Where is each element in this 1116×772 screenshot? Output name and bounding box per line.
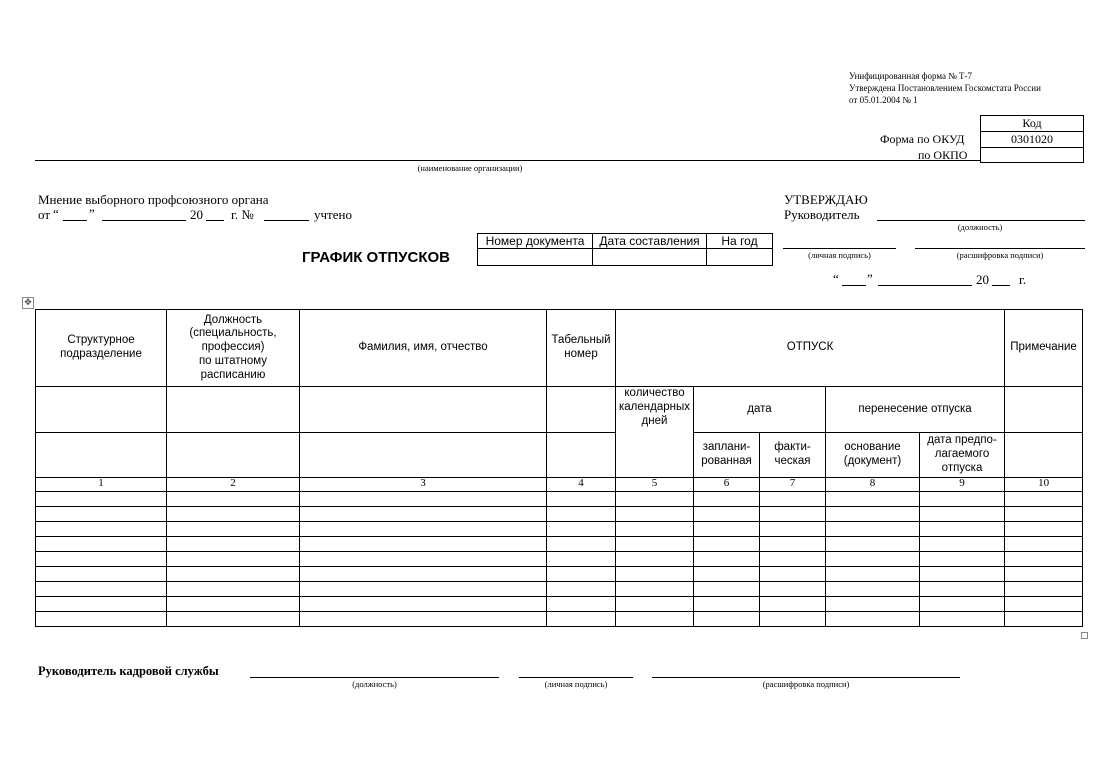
table-cell[interactable]	[760, 507, 826, 522]
header-empty-cell	[167, 433, 300, 478]
hr-position-field[interactable]	[250, 677, 499, 678]
header-empty-cell	[1005, 433, 1083, 478]
column-number: 2	[167, 478, 300, 492]
table-cell[interactable]	[920, 522, 1005, 537]
form-date-line: от 05.01.2004 № 1	[849, 95, 918, 105]
table-cell[interactable]	[36, 552, 167, 567]
header-days	[616, 387, 694, 478]
header-basis	[826, 433, 920, 478]
table-cell[interactable]	[1005, 507, 1083, 522]
table-cell[interactable]	[694, 582, 760, 597]
header-position-line: профессия)	[201, 341, 265, 354]
approve-title: УТВЕРЖДАЮ	[784, 192, 868, 207]
table-cell[interactable]	[920, 612, 1005, 627]
union-number-label: г. №	[231, 207, 254, 222]
table-cell[interactable]	[616, 612, 694, 627]
table-resize-handle[interactable]	[1081, 632, 1088, 639]
column-number: 1	[36, 478, 167, 492]
table-cell[interactable]	[167, 522, 300, 537]
vacation-schedule-table	[35, 309, 1083, 627]
organization-line[interactable]	[35, 160, 980, 161]
header-empty-cell	[300, 433, 547, 478]
union-noted-label: учтено	[314, 207, 352, 222]
column-number-row	[36, 478, 1083, 492]
table-cell[interactable]	[694, 522, 760, 537]
table-cell[interactable]	[760, 537, 826, 552]
table-cell[interactable]	[167, 582, 300, 597]
table-cell[interactable]	[547, 597, 616, 612]
table-cell[interactable]	[36, 492, 167, 507]
union-year-label: 20	[190, 207, 203, 222]
header-empty-cell	[36, 387, 167, 433]
table-cell[interactable]	[547, 507, 616, 522]
table-cell[interactable]	[826, 522, 920, 537]
table-cell[interactable]	[1005, 567, 1083, 582]
column-number: 3	[300, 478, 547, 492]
column-number: 5	[616, 478, 694, 492]
approve-head-label: Руководитель	[784, 207, 860, 222]
header-days-line: количество	[624, 387, 685, 399]
header-position-line: по штатному	[198, 354, 268, 367]
table-cell[interactable]	[826, 597, 920, 612]
table-cell[interactable]	[826, 567, 920, 582]
hr-decode-caption: (расшифровка подписи)	[762, 679, 850, 689]
table-cell[interactable]	[36, 582, 167, 597]
approve-day-field[interactable]	[842, 285, 866, 286]
header-expected-line: отпуска	[941, 461, 983, 474]
table-cell[interactable]	[547, 612, 616, 627]
document-title: ГРАФИК ОТПУСКОВ	[302, 249, 450, 266]
union-from-label: от	[38, 207, 51, 222]
doc-number-header: Номер документа	[478, 234, 593, 249]
table-cell[interactable]	[760, 582, 826, 597]
header-basis-line: основание	[844, 441, 901, 454]
table-cell[interactable]	[300, 492, 547, 507]
table-cell[interactable]	[920, 552, 1005, 567]
table-cell[interactable]	[1005, 612, 1083, 627]
union-month-field[interactable]	[102, 220, 186, 221]
header-position-line: Должность	[203, 313, 263, 326]
approve-signature-caption: (личная подпись)	[808, 250, 871, 260]
header-actual-line: факти-	[774, 441, 811, 454]
table-cell[interactable]	[694, 492, 760, 507]
table-cell[interactable]	[1005, 582, 1083, 597]
table-cell[interactable]	[547, 567, 616, 582]
hr-decode-field[interactable]	[652, 677, 960, 678]
table-cell[interactable]	[616, 492, 694, 507]
table-cell[interactable]	[826, 552, 920, 567]
approve-position-field[interactable]	[877, 220, 1085, 221]
approve-month-field[interactable]	[878, 285, 972, 286]
table-cell[interactable]	[616, 537, 694, 552]
table-cell[interactable]	[300, 612, 547, 627]
column-number: 7	[760, 478, 826, 492]
header-empty-cell	[547, 387, 616, 433]
doc-date-header: Дата составления	[593, 234, 707, 249]
header-empty-cell	[167, 387, 300, 433]
header-vacation: ОТПУСК	[616, 310, 1005, 387]
doc-date-value[interactable]	[593, 249, 707, 266]
header-tab-line: номер	[564, 348, 598, 360]
table-cell[interactable]	[36, 597, 167, 612]
table-cell[interactable]	[826, 582, 920, 597]
column-number: 9	[920, 478, 1005, 492]
document-info-box	[477, 233, 773, 266]
header-transfer: перенесение отпуска	[826, 387, 1005, 433]
table-cell[interactable]	[694, 537, 760, 552]
approve-decode-caption: (расшифровка подписи)	[956, 250, 1044, 260]
doc-number-value[interactable]	[478, 249, 593, 266]
table-cell[interactable]	[920, 567, 1005, 582]
table-cell[interactable]	[300, 522, 547, 537]
table-cell[interactable]	[760, 597, 826, 612]
header-date: дата	[694, 387, 826, 433]
table-cell[interactable]	[167, 612, 300, 627]
code-header: Код	[981, 116, 1084, 132]
table-row	[36, 507, 1083, 522]
table-row	[36, 552, 1083, 567]
table-cell[interactable]	[760, 612, 826, 627]
table-cell[interactable]	[300, 552, 547, 567]
header-expected-line: лагаемого	[934, 448, 990, 461]
table-cell[interactable]	[760, 567, 826, 582]
table-cell[interactable]	[694, 612, 760, 627]
table-cell[interactable]	[547, 552, 616, 567]
column-number: 4	[547, 478, 616, 492]
header-expected	[920, 433, 1005, 478]
header-position-line: расписанию	[200, 368, 266, 381]
header-actual	[760, 433, 826, 478]
approve-quote-close: ”	[867, 271, 873, 286]
table-cell[interactable]	[760, 492, 826, 507]
okud-value[interactable]: 0301020	[981, 132, 1084, 148]
hr-head-label: Руководитель кадровой службы	[38, 664, 219, 678]
table-cell[interactable]	[1005, 522, 1083, 537]
header-position-line: (специальность,	[189, 327, 277, 340]
table-cell[interactable]	[616, 567, 694, 582]
table-cell[interactable]	[547, 522, 616, 537]
code-box	[980, 115, 1084, 163]
union-quote-close: ”	[89, 206, 95, 221]
okpo-label: по ОКПО	[918, 148, 968, 162]
table-cell[interactable]	[300, 597, 547, 612]
table-cell[interactable]	[167, 567, 300, 582]
table-cell[interactable]	[36, 507, 167, 522]
hr-signature-caption: (личная подпись)	[544, 679, 608, 689]
table-cell[interactable]	[167, 537, 300, 552]
table-cell[interactable]	[1005, 597, 1083, 612]
table-cell[interactable]	[1005, 537, 1083, 552]
header-actual-line: ческая	[774, 455, 811, 467]
table-cell[interactable]	[920, 507, 1005, 522]
table-cell[interactable]	[300, 567, 547, 582]
header-empty-cell	[1005, 387, 1083, 433]
approve-year-label: 20	[976, 272, 989, 287]
table-cell[interactable]	[920, 597, 1005, 612]
table-cell[interactable]	[167, 597, 300, 612]
table-cell[interactable]	[694, 507, 760, 522]
table-row	[36, 612, 1083, 627]
table-cell[interactable]	[167, 552, 300, 567]
table-row	[36, 567, 1083, 582]
header-days-line: календарных	[618, 400, 690, 413]
header-empty-cell	[36, 433, 167, 478]
header-tab-line: Табельный	[551, 334, 611, 347]
table-cell[interactable]	[547, 582, 616, 597]
okud-label: Форма по ОКУД	[880, 132, 965, 146]
header-struct-unit: Структурное подразделение	[36, 310, 167, 387]
header-note: Примечание	[1005, 310, 1083, 387]
form-name-line: Унифицированная форма № Т-7	[849, 71, 973, 81]
column-number: 6	[694, 478, 760, 492]
table-cell[interactable]	[920, 537, 1005, 552]
organization-caption: (наименование организации)	[417, 163, 523, 173]
column-number: 8	[826, 478, 920, 492]
doc-year-value[interactable]	[707, 249, 773, 266]
header-planned	[694, 433, 760, 478]
table-cell[interactable]	[616, 522, 694, 537]
approve-year-field[interactable]	[992, 285, 1010, 286]
header-empty-cell	[547, 433, 616, 478]
union-quote-open: “	[53, 206, 59, 221]
header-position	[167, 310, 300, 387]
table-row	[36, 537, 1083, 552]
table-cell[interactable]	[694, 567, 760, 582]
approve-decode-field[interactable]	[915, 248, 1085, 249]
form-approval-line: Утверждена Постановлением Госкомстата России	[849, 83, 1041, 93]
table-cell[interactable]	[616, 552, 694, 567]
table-row	[36, 582, 1083, 597]
table-cell[interactable]	[547, 492, 616, 507]
table-cell[interactable]	[1005, 492, 1083, 507]
table-cell[interactable]	[36, 537, 167, 552]
table-cell[interactable]	[547, 537, 616, 552]
table-cell[interactable]	[300, 582, 547, 597]
doc-year-header: На год	[707, 234, 773, 249]
approve-quote-open: “	[833, 271, 839, 286]
hr-signature-field[interactable]	[519, 677, 633, 678]
table-cell[interactable]	[920, 492, 1005, 507]
approve-position-caption: (должность)	[957, 222, 1003, 232]
header-planned-line: рованная	[701, 455, 752, 467]
table-cell[interactable]	[36, 522, 167, 537]
header-fio: Фамилия, имя, отчество	[300, 310, 547, 387]
approve-g-label: г.	[1019, 272, 1027, 287]
header-days-line: дней	[641, 414, 668, 427]
approve-signature-field[interactable]	[783, 248, 896, 249]
table-cell[interactable]	[1005, 552, 1083, 567]
table-cell[interactable]	[616, 597, 694, 612]
okpo-value[interactable]	[981, 148, 1084, 163]
table-cell[interactable]	[616, 582, 694, 597]
table-cell[interactable]	[760, 552, 826, 567]
table-cell[interactable]	[694, 552, 760, 567]
table-move-handle-icon[interactable]: ✥	[22, 297, 34, 309]
hr-position-caption: (должность)	[352, 679, 397, 689]
table-cell[interactable]	[167, 492, 300, 507]
union-number-field[interactable]	[264, 220, 309, 221]
table-cell[interactable]	[300, 507, 547, 522]
header-empty-cell	[300, 387, 547, 433]
table-row	[36, 492, 1083, 507]
union-year-field[interactable]	[206, 220, 224, 221]
header-expected-line: дата предпо-	[927, 434, 997, 447]
table-cell[interactable]	[760, 522, 826, 537]
header-tab-number	[547, 310, 616, 387]
union-day-field[interactable]	[63, 220, 87, 221]
table-cell[interactable]	[826, 492, 920, 507]
column-number: 10	[1005, 478, 1083, 492]
header-planned-line: заплани-	[702, 441, 751, 454]
table-cell[interactable]	[616, 507, 694, 522]
table-cell[interactable]	[826, 612, 920, 627]
table-cell[interactable]	[826, 537, 920, 552]
table-row	[36, 597, 1083, 612]
union-opinion-label: Мнение выборного профсоюзного органа	[38, 192, 269, 207]
table-cell[interactable]	[920, 582, 1005, 597]
header-basis-line: (документ)	[843, 455, 902, 467]
table-cell[interactable]	[694, 597, 760, 612]
table-cell[interactable]	[36, 612, 167, 627]
table-cell[interactable]	[36, 567, 167, 582]
table-cell[interactable]	[300, 537, 547, 552]
table-cell[interactable]	[826, 507, 920, 522]
table-cell[interactable]	[167, 507, 300, 522]
table-row	[36, 522, 1083, 537]
